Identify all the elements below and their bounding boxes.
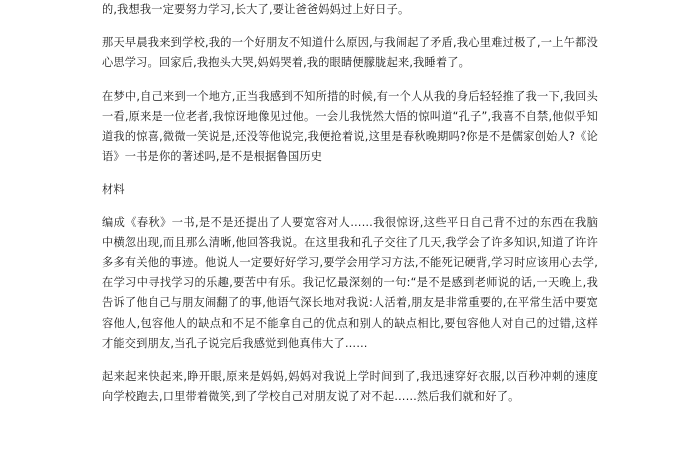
paragraph: 那天早晨我来到学校,我的一个好朋友不知道什么原因,与我闹起了矛盾,我心里难过极了,一上午都没心思学习。回家后,我抱头大哭,妈妈哭着,我的眼睛便朦胧起来,我睡着了。	[102, 36, 598, 70]
paragraph: 在梦中,自己来到一个地方,正当我感到不知所措的时候,有一个人从我的身后轻轻推了我一下,我回头一看,原来是一位老者,我惊讶地像见过他。一会儿我恍然大悟的惊叫道“孔子”,我喜不自禁,他似乎知道我的惊喜,微微一笑说是,还没等他说完,我便抢着说,这里是春秋晚期吗?你是不是儒家创始人?《论语》一书是你的著述吗,是不是根据鲁国历史	[102, 89, 598, 164]
section-heading-materials: 材料	[102, 183, 125, 197]
paragraph: 编成《春秋》一书,是不是还提出了人要宽容对人……我很惊讶,这些平日自己背不过的东西在我脑中横忽出现,而且那么清晰,他回答我说。在这里我和孔子交往了几天,我学会了许多知识,知道了许许多多有关他的事迹。他说人一定要好好学习,要学会用学习方法,不能死记硬背,学习时应该用心去学,在学习中寻找学习的乐趣,要苦中有乐。我记忆最深刻的一句:“是不是感到老师说的话,一天晚上,我告诉了他自己与朋友闹翻了的事,他语气深长地对我说:人活着,朋友是非常重要的,在平常生活中要宽容他人,包容他人的缺点和不足不能拿自己的优点和别人的缺点相比,要包容他人对自己的过错,这样才能交到朋友,当孔子说完后我感觉到他真伟大了……	[102, 215, 598, 350]
paragraph: 的,我想我一定要努力学习,长大了,要让爸爸妈妈过上好日子。	[102, 3, 410, 16]
paragraph: 起来起来快起来,睁开眼,原来是妈妈,妈妈对我说上学时间到了,我迅速穿好衣服,以百秒冲刺的速度向学校跑去,口里带着微笑,到了学校自己对朋友说了对不起……然后我们就和好了。	[102, 370, 598, 404]
